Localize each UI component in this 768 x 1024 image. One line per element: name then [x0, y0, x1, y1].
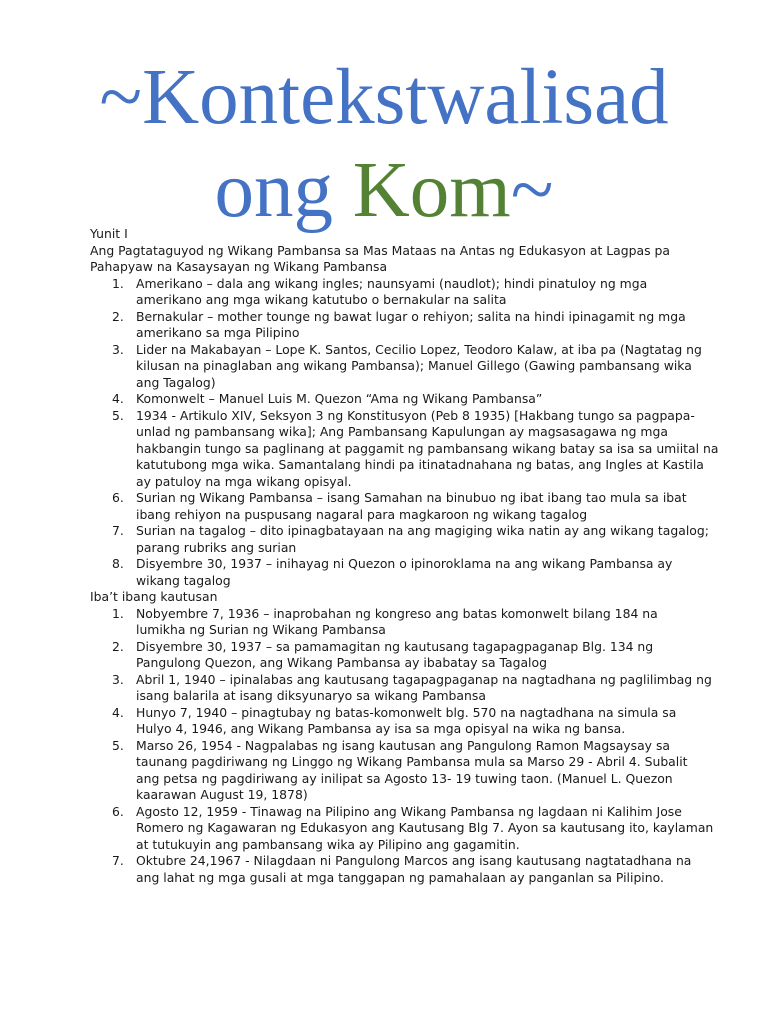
list-item-number: 5. — [112, 407, 124, 423]
list-item-text: isang balarila at isang diksyunaryo sa wikang Pambansa — [136, 688, 486, 703]
list-item-number: 7. — [112, 523, 124, 538]
list-item — [90, 407, 719, 491]
list-item-number: 7. — [112, 853, 124, 868]
list-item-text: amerikano ang mga wikang katutubo o bernakular na salita — [136, 292, 507, 307]
history-list — [90, 275, 719, 590]
title-text-2a: ong — [214, 147, 353, 234]
list-item — [90, 853, 690, 886]
list-item-text: lumikha ng Surian ng Wikang Pambansa — [136, 622, 386, 637]
list-item-text: at tutukuyin ang pambansang wika ay Pilipino ang gagamitin. — [136, 836, 520, 852]
list-item — [90, 803, 714, 854]
section-heading-kautusan: Iba’t ibang kautusan — [90, 589, 218, 604]
title-text-1: ~Kontekstwalisad — [99, 54, 669, 141]
list-item-text: Oktubre 24,1967 - Nilagdaan ni Pangulong Marcos ang isang kautusang nagtatadhana na — [136, 853, 692, 868]
unit-heading: Yunit I — [90, 226, 128, 241]
document-body — [90, 226, 719, 886]
list-item-number: 8. — [112, 556, 124, 571]
list-item-text: Hulyo 4, 1946, ang Wikang Pambansa ay isa sa mga opisyal na wika ng bansa. — [136, 721, 626, 736]
list-item-number: 1. — [112, 275, 124, 291]
list-item-number: 5. — [112, 737, 124, 753]
list-item-text: Disyembre 30, 1937 – inihayag ni Quezon o ipinoroklama na ang wikang Pambansa ay — [136, 556, 673, 571]
list-item-text: Surian ng Wikang Pambansa – isang Samahan na binubuo ng ibat ibang tao mula sa ibat — [136, 490, 687, 505]
list-item — [90, 705, 690, 738]
list-item — [90, 490, 690, 523]
list-item-number: 4. — [112, 391, 124, 406]
list-item — [90, 671, 712, 705]
list-item-text: Disyembre 30, 1937 – sa pamamagitan ng kautusang tagapagpaganap Blg. 134 ng — [136, 638, 654, 654]
title-text-2c: ~ — [510, 147, 554, 234]
list-item-number: 4. — [112, 704, 124, 720]
list-item-text: wikang tagalog — [136, 572, 231, 588]
list-item — [90, 606, 690, 639]
list-item-text: unlad ng pambansang wika]; Ang Pambansang Kapulungan ay magsasagawa ng mga — [136, 424, 668, 439]
list-item-text: ibang rehiyon na puspusang nagaral para magkaroon ng wikang tagalog — [136, 506, 588, 522]
list-item — [90, 391, 690, 408]
list-item-number: 3. — [112, 671, 124, 687]
list-item-text: Bernakular – mother tounge ng bawat lugar o rehiyon; salita na hindi ipinagamit ng mga — [136, 308, 686, 324]
list-item-text: Marso 26, 1954 - Nagpalabas ng isang kautusan ang Pangulong Ramon Magsaysay sa — [136, 737, 670, 753]
page-title-line1 — [0, 54, 768, 141]
list-item-text: hakbangin tungo sa paglinang at paggamit ng pambansang wikang batay sa isa sa umiital na — [136, 440, 719, 456]
list-item-text: Amerikano – dala ang wikang ingles; naunsyami (naudlot); hindi pinatuloy ng mga — [136, 275, 648, 291]
list-item-text: parang rubriks ang surian — [136, 539, 297, 555]
list-item-number: 2. — [112, 308, 124, 324]
list-item-text: amerikano sa mga Pilipino — [136, 325, 300, 340]
list-item-text: ang Tagalog) — [136, 374, 216, 390]
title-text-2b: Kom — [352, 147, 511, 234]
orders-list — [90, 605, 714, 887]
list-item-text: Romero ng Kagawaran ng Edukasyon ang Kautusang Blg 7. Ayon sa kautusang ito, kaylaman — [136, 820, 714, 835]
list-item-number: 6. — [112, 803, 124, 819]
list-item-text: Lider na Makabayan – Lope K. Santos, Cecilio Lopez, Teodoro Kalaw, at iba pa (Nagtatag ng — [136, 341, 702, 357]
list-item-text: ay patuloy na mga wikang opisyal. — [136, 473, 352, 489]
list-item-text: kaarawan August 19, 1878) — [136, 787, 308, 802]
list-item — [90, 556, 690, 589]
list-item — [90, 523, 709, 556]
list-item-text: taunang pagdiriwang ng Linggo ng Wikang Pambansa mula sa Marso 29 - Abril 4. Subalit — [136, 754, 688, 769]
list-item-text: Hunyo 7, 1940 – pinagtubay ng batas-komonwelt blg. 570 na nagtadhana na simula sa — [136, 704, 677, 720]
list-item-text: katutubong mga wika. Samantalang hindi pa itinatadnahana ng batas, ang Ingles at Kastila — [136, 457, 704, 472]
list-item-text: Agosto 12, 1959 - Tinawag na Pilipino ang Wikang Pambansa ng lagdaan ni Kalihim Jose — [136, 803, 682, 819]
list-item-number: 3. — [112, 341, 124, 357]
list-item — [90, 276, 690, 309]
list-item-text: ang lahat ng mga gusali at mga tanggapan ng pamahalaan ay panganlan sa Pilipino. — [136, 869, 664, 885]
list-item — [90, 341, 702, 392]
list-item — [90, 738, 690, 804]
list-item-number: 2. — [112, 638, 124, 654]
list-item-text: Pangulong Quezon, ang Wikang Pambansa ay ibabatay sa Tagalog — [136, 655, 547, 670]
list-item-text: Abril 1, 1940 – ipinalabas ang kautusang tagapagpaganap na nagtadhana ng paglilimbag ng — [136, 671, 712, 687]
list-item — [90, 309, 690, 342]
list-item-text: Komonwelt – Manuel Luis M. Quezon “Ama ng Wikang Pambansa” — [136, 391, 543, 406]
list-item-number: 6. — [112, 490, 124, 505]
list-item-text: 1934 - Artikulo XIV, Seksyon 3 ng Konstitusyon (Peb 8 1935) [Hakbang tungo sa pagpapa- — [136, 407, 695, 423]
list-item — [90, 639, 690, 672]
list-item-number: 1. — [112, 605, 124, 621]
intro-line-1: Ang Pagtataguyod ng Wikang Pambansa sa Mas Mataas na Antas ng Edukasyon at Lagpas pa — [90, 242, 670, 258]
list-item-text: Surian na tagalog – dito ipinagbatayaan na ang magiging wika natin ay ang wikang tagalog; — [136, 523, 709, 538]
intro-line-2: Pahapyaw na Kasaysayan ng Wikang Pambansa — [90, 259, 388, 274]
list-item-text: Nobyembre 7, 1936 – inaprobahan ng kongreso ang batas komonwelt bilang 184 na — [136, 605, 658, 621]
list-item-text: ang petsa ng pagdiriwang ay inilipat sa Agosto 13- 19 tuwing taon. (Manuel L. Quezon — [136, 770, 673, 786]
list-item-text: kilusan na pinaglaban ang wikang Pambansa); Manuel Gillego (Gawing pambansang wika — [136, 358, 692, 373]
